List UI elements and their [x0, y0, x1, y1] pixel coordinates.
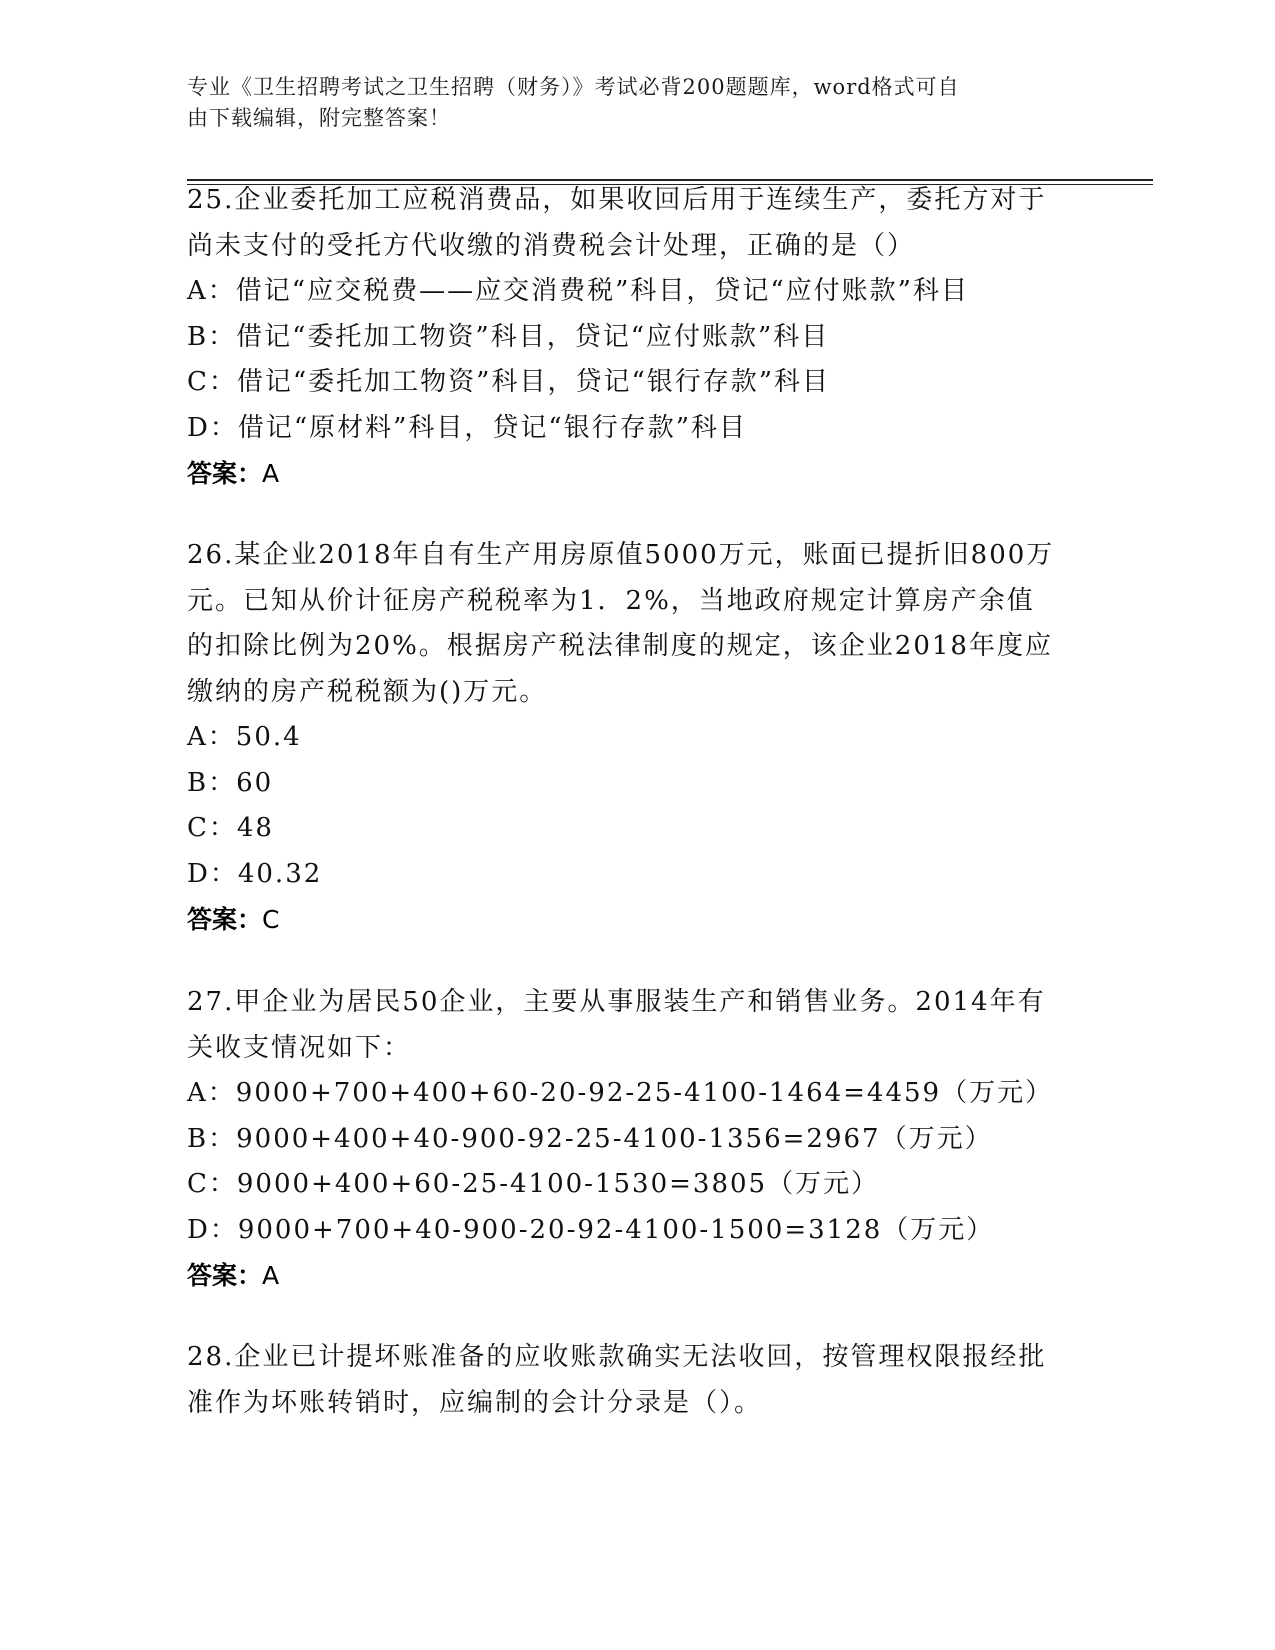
question-text-line: 准作为坏账转销时，应编制的会计分录是（）。 — [187, 1387, 763, 1418]
document-header — [187, 72, 1087, 134]
question-28 — [187, 1335, 1087, 1426]
header-line-1: 专业《卫生招聘考试之卫生招聘（财务）》考试必背200题题库，word格式可自 — [187, 75, 960, 99]
option-b: B：借记“委托加工物资”科目，贷记“应付账款”科目 — [187, 321, 830, 352]
question-27 — [187, 980, 1087, 1299]
question-text-line: 25.企业委托加工应税消费品，如果收回后用于连续生产，委托方对于 — [187, 185, 1047, 215]
answer — [187, 451, 1087, 497]
option-b: B：9000+400+40-900-92-25-4100-1356=2967（万元） — [187, 1123, 993, 1154]
question-25 — [187, 178, 1087, 497]
question-text-line: 28.企业已计提坏账准备的应收账款确实无法收回，按管理权限报经批 — [187, 1342, 1047, 1372]
option-b: B：60 — [187, 767, 274, 798]
option-d: D：9000+700+40-900-20-92-4100-1500=3128（万元） — [187, 1214, 995, 1245]
answer-value: C — [262, 905, 280, 934]
question-26 — [187, 533, 1087, 943]
question-text-line: 关收支情况如下： — [187, 1032, 412, 1063]
option-d: D：借记“原材料”科目，贷记“银行存款”科目 — [187, 412, 748, 443]
option-a: A：50.4 — [187, 722, 302, 752]
question-text-line: 元。已知从价计征房产税税率为1．2%，当地政府规定计算房产余值 — [187, 585, 1035, 616]
header-line-2: 由下载编辑，附完整答案！ — [187, 106, 451, 130]
answer-value: A — [262, 459, 280, 488]
question-text-line: 缴纳的房产税税额为()万元。 — [187, 676, 548, 707]
question-text-line: 尚未支付的受托方代收缴的消费税会计处理，正确的是（） — [187, 230, 916, 261]
option-a: A：借记“应交税费——应交消费税”科目，贷记“应付账款”科目 — [187, 276, 969, 306]
answer-label: 答案： — [187, 905, 263, 934]
option-c: C：9000+400+60-25-4100-1530=3805（万元） — [187, 1169, 880, 1199]
option-a: A：9000+700+400+60-20-92-25-4100-1464=4459（万元） — [187, 1078, 1054, 1108]
question-text-line: 的扣除比例为20%。根据房产税法律制度的规定，该企业2018年度应 — [187, 631, 1053, 661]
question-text-line: 27.甲企业为居民50企业，主要从事服装生产和销售业务。2014年有 — [187, 987, 1046, 1017]
answer — [187, 897, 1087, 943]
answer — [187, 1253, 1087, 1299]
option-d: D：40.32 — [187, 858, 323, 889]
option-c: C：48 — [187, 813, 274, 843]
answer-label: 答案： — [187, 459, 263, 488]
option-c: C：借记“委托加工物资”科目，贷记“银行存款”科目 — [187, 367, 831, 397]
answer-value: A — [262, 1261, 280, 1290]
answer-label: 答案： — [187, 1261, 263, 1290]
question-text-line: 26.某企业2018年自有生产用房原值5000万元，账面已提折旧800万 — [187, 540, 1055, 570]
